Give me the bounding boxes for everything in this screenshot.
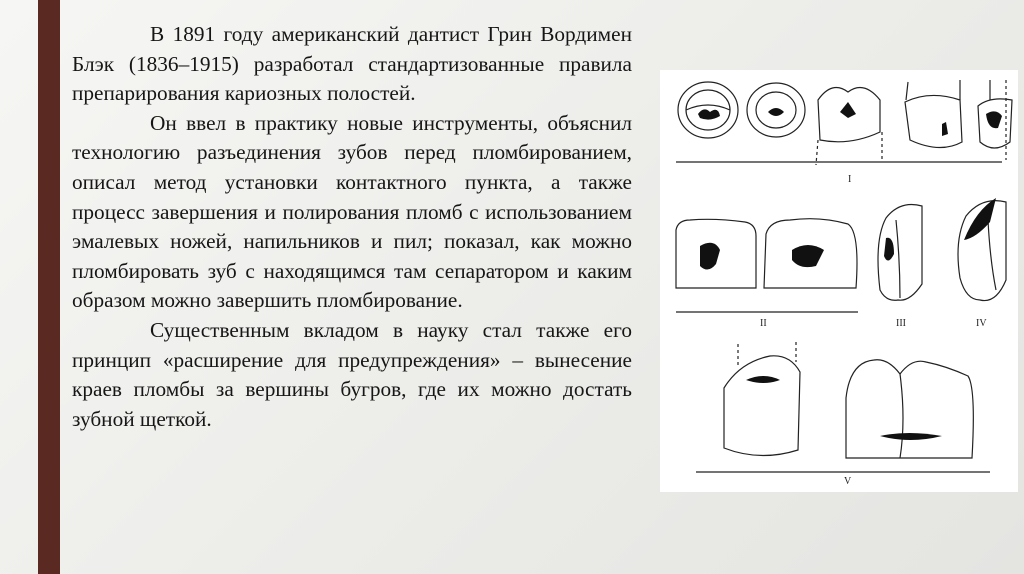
class-v-teeth [696,342,990,472]
paragraph-intro: В 1891 году американский дантист Грин Вордимен Блэк (1836–1915) разработал стандартизованные правила препарирования кариозных полостей. [72,22,632,106]
class-i-teeth [676,80,1012,165]
black-classification-figure [660,70,1018,492]
paragraph-principle: Существенным вкладом в науку стал также его принцип «расширение для предупреждения» – вынесение краев пломбы за вершины бугров, где их можно достать зубной щеткой. [72,317,632,431]
label-class-ii: II [760,318,767,329]
figure-labels [760,174,987,487]
label-class-iv: IV [976,318,987,329]
accent-bar [38,0,60,574]
paragraph-instruments: Он ввел в практику новые инструменты, объяснил технологию разъединения зубов перед пломбированием, описал метод установки контактного пункта, а также процесс завершения и полирования пломб с использованием эмалевых ножей, напильников и пил; показал, как можно пломбировать зуб с находящимся там сепаратором и каким образом можно завершить пломбирование. [72,110,632,313]
cavity-classes-illustration [660,70,1018,492]
label-class-iii: III [896,318,906,329]
text-content [72,20,632,434]
cavity-marks [698,102,1002,440]
label-class-v: V [844,476,852,487]
class-ii-iv-teeth [676,201,1006,312]
label-class-i: I [848,174,852,185]
